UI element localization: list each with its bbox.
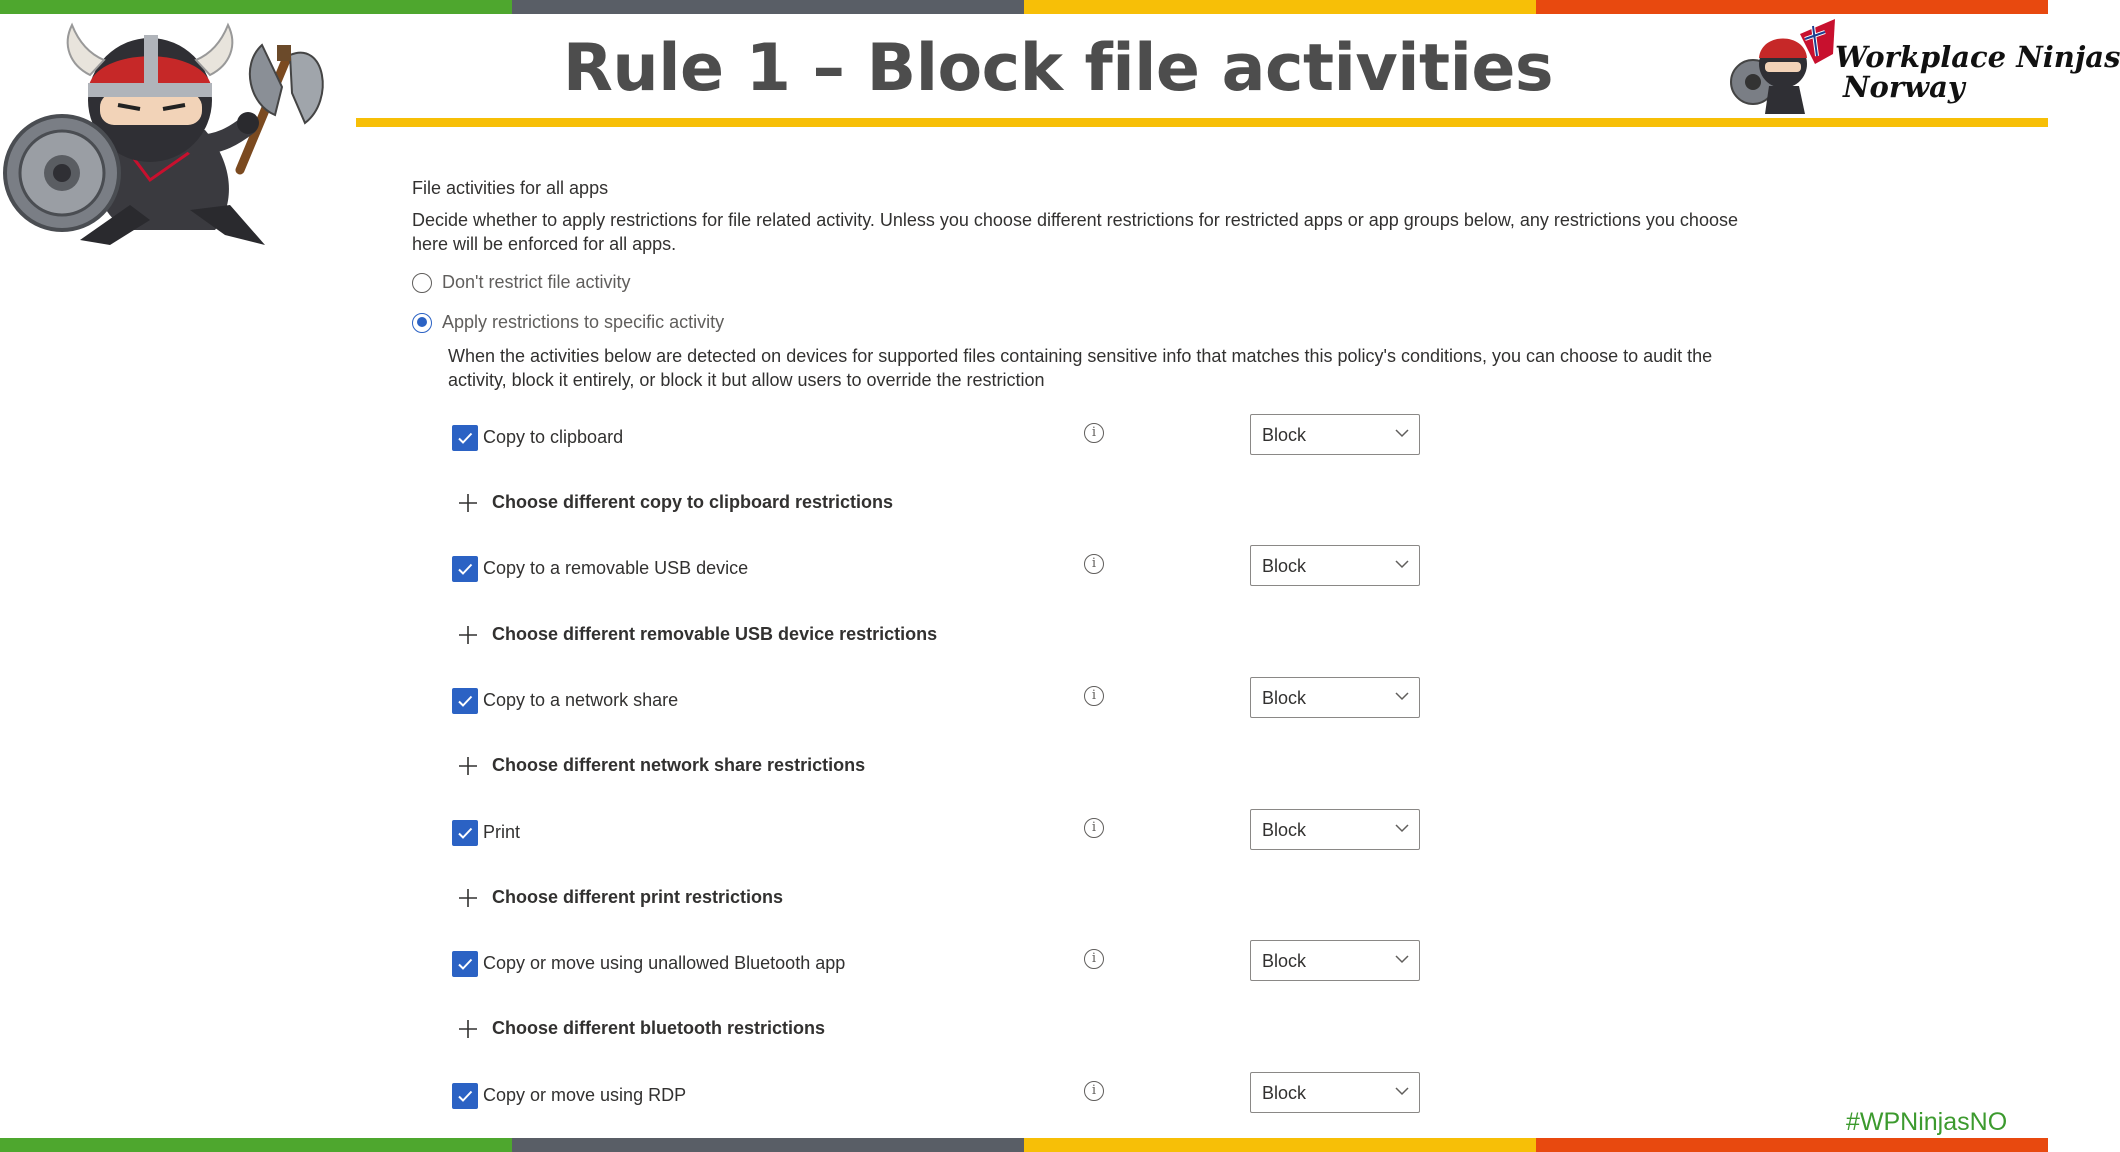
add-restrictions-label: Choose different copy to clipboard restrictions bbox=[492, 492, 894, 512]
activity-row-print bbox=[452, 820, 1422, 846]
checkbox-checked-icon[interactable] bbox=[452, 556, 478, 582]
slide-title: Rule 1 – Block file activities bbox=[562, 31, 1554, 106]
activity-label: Copy to a removable USB device bbox=[483, 558, 749, 578]
action-dropdown[interactable] bbox=[1250, 809, 1420, 850]
checkbox-checked-icon[interactable] bbox=[452, 1083, 478, 1109]
add-print-restrictions-button[interactable] bbox=[458, 887, 783, 908]
action-dropdown[interactable] bbox=[1250, 940, 1420, 981]
add-network-share-restrictions-button[interactable] bbox=[458, 755, 865, 776]
hashtag-text: #WPNinjasNO bbox=[1846, 1108, 2008, 1136]
action-dropdown[interactable] bbox=[1250, 545, 1420, 586]
activity-row-network-share bbox=[452, 688, 1422, 714]
checkbox-checked-icon[interactable] bbox=[452, 688, 478, 714]
activity-label: Copy or move using RDP bbox=[483, 1085, 687, 1105]
info-icon[interactable]: i bbox=[1084, 554, 1104, 574]
activity-label: Copy or move using unallowed Bluetooth app bbox=[483, 953, 846, 973]
dropdown-value: Block bbox=[1262, 1083, 1307, 1103]
info-icon[interactable]: i bbox=[1084, 949, 1104, 969]
chevron-down-icon bbox=[1395, 557, 1409, 571]
action-dropdown[interactable] bbox=[1250, 677, 1420, 718]
checkbox-checked-icon[interactable] bbox=[452, 820, 478, 846]
chevron-down-icon bbox=[1395, 426, 1409, 440]
info-icon[interactable]: i bbox=[1084, 1081, 1104, 1101]
section-description: Decide whether to apply restrictions for file related activity. Unless you choose different restrictions for restricted apps or app groups below, any restrictions you choose here will be enforced for all apps. bbox=[412, 210, 1738, 254]
action-dropdown[interactable] bbox=[1250, 1072, 1420, 1113]
add-restrictions-label: Choose different network share restrictions bbox=[492, 755, 866, 775]
info-icon[interactable]: i bbox=[1084, 423, 1104, 443]
info-icon[interactable]: i bbox=[1084, 686, 1104, 706]
plus-icon bbox=[458, 888, 478, 908]
radio-label: Don't restrict file activity bbox=[442, 272, 631, 292]
checkbox-checked-icon[interactable] bbox=[452, 951, 478, 977]
add-clipboard-restrictions-button[interactable] bbox=[458, 492, 893, 513]
logo-text-line2: Norway bbox=[1843, 70, 1965, 104]
radio-dont-restrict[interactable] bbox=[412, 272, 630, 293]
add-bluetooth-restrictions-button[interactable] bbox=[458, 1018, 825, 1039]
dropdown-value: Block bbox=[1262, 556, 1307, 576]
dropdown-value: Block bbox=[1262, 425, 1307, 445]
activities-description: When the activities below are detected on devices for supported files containing sensitive info that matches this policy's conditions, you can choose to audit the activity, block it entirely, or block it but allow users to override the restriction bbox=[448, 346, 1713, 390]
chevron-down-icon bbox=[1395, 1084, 1409, 1098]
chevron-down-icon bbox=[1395, 952, 1409, 966]
radio-unselected-icon[interactable] bbox=[412, 273, 432, 293]
activity-row-copy-usb bbox=[452, 556, 1422, 582]
add-restrictions-label: Choose different print restrictions bbox=[492, 887, 784, 907]
section-title: File activities for all apps bbox=[412, 178, 609, 198]
radio-selected-icon[interactable] bbox=[412, 313, 432, 333]
checkbox-checked-icon[interactable] bbox=[452, 425, 478, 451]
plus-icon bbox=[458, 493, 478, 513]
chevron-down-icon bbox=[1395, 821, 1409, 835]
activity-row-bluetooth bbox=[452, 951, 1422, 977]
plus-icon bbox=[458, 625, 478, 645]
activity-row-rdp bbox=[452, 1083, 1422, 1109]
activity-label: Copy to a network share bbox=[483, 690, 679, 710]
activity-label: Print bbox=[483, 822, 521, 842]
dropdown-value: Block bbox=[1262, 688, 1307, 708]
plus-icon bbox=[458, 1019, 478, 1039]
activity-label: Copy to clipboard bbox=[483, 427, 624, 447]
add-restrictions-label: Choose different removable USB device restrictions bbox=[492, 624, 938, 644]
chevron-down-icon bbox=[1395, 689, 1409, 703]
logo-text-line1: Workplace Ninjas bbox=[1835, 40, 2120, 74]
add-usb-restrictions-button[interactable] bbox=[458, 624, 937, 645]
add-restrictions-label: Choose different bluetooth restrictions bbox=[492, 1018, 826, 1038]
info-icon[interactable]: i bbox=[1084, 818, 1104, 838]
radio-apply-restrictions[interactable] bbox=[412, 312, 724, 333]
action-dropdown[interactable] bbox=[1250, 414, 1420, 455]
dropdown-value: Block bbox=[1262, 820, 1307, 840]
activity-row-copy-clipboard bbox=[452, 425, 1422, 451]
dropdown-value: Block bbox=[1262, 951, 1307, 971]
radio-label: Apply restrictions to specific activity bbox=[442, 312, 725, 332]
plus-icon bbox=[458, 756, 478, 776]
